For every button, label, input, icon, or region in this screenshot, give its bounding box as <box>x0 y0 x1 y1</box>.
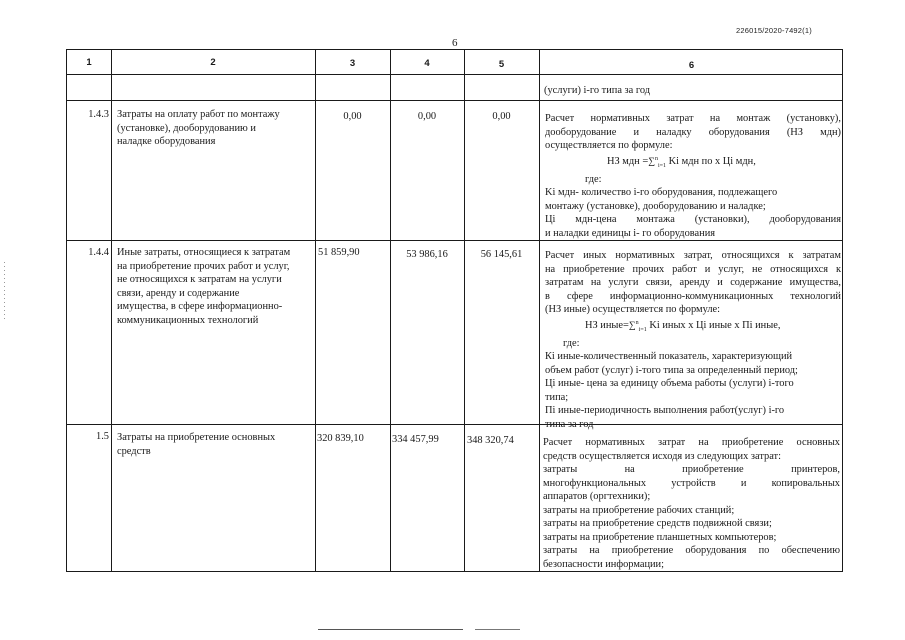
row-name-line: наладке оборудования <box>117 136 216 147</box>
scan-margin-marks <box>4 262 5 322</box>
description-line: средств осуществляется исходя из следующих затрат: <box>543 450 781 462</box>
description-line: Цi иные- цена за единицу объема работы (услуги) i-того <box>545 378 794 390</box>
row-number: 1.4.4 <box>88 247 109 258</box>
row-name-line: Затраты на приобретение основных <box>117 432 276 443</box>
formula <box>545 153 841 173</box>
description-line: затраты на приобретение планшетных компьютеров; <box>543 531 777 543</box>
row-name-line: на приобретение прочих работ и услуг, <box>117 260 290 272</box>
column-header-6: 6 <box>688 60 695 71</box>
page-number: 6 <box>452 37 458 49</box>
value-year2: 53 986,16 <box>406 249 448 260</box>
row-name-line: связи, аренду и содержание <box>117 287 240 299</box>
description-line: где: <box>585 173 602 185</box>
scan-bottom-line <box>318 629 463 630</box>
formula-right: Ki иных x Цi иные x Пi иные, <box>649 319 781 331</box>
column-header-1: 1 <box>86 57 92 68</box>
description-line: затратам на услуги связи, аренду и содержание имущества, <box>545 277 841 288</box>
cost-table <box>66 49 843 572</box>
description-line: Расчет нормативных затрат на монтаж (установку), <box>545 113 841 124</box>
value-year1: 320 839,10 <box>317 433 364 444</box>
row-name-line: коммуникационных технологий <box>117 314 259 326</box>
row-name-line: Затраты на оплату работ по монтажу <box>117 109 280 120</box>
row-description <box>545 112 841 240</box>
description-line: (НЗ иные) осуществляется по формуле: <box>545 304 721 315</box>
row-name <box>117 246 314 327</box>
description-line: монтажу (установке), дооборудованию и наладке; <box>545 200 766 212</box>
description-line: затраты на приобретение принтеров, <box>543 464 840 475</box>
continuation-text: (услуги) i-го типа за год <box>544 85 651 96</box>
description-line: и наладки единицы i- го оборудования <box>545 227 716 239</box>
row-name-line: Иные затраты, относящиеся к затратам <box>117 247 291 258</box>
formula <box>545 317 841 337</box>
description-line: затраты на приобретение оборудования по обеспечению <box>543 545 840 556</box>
row-name-line: (установке), дооборудованию и <box>117 122 256 134</box>
description-line: аппаратов (оргтехники); <box>543 491 651 502</box>
value-year2: 334 457,99 <box>392 434 439 445</box>
description-line: многофункциональных устройств и копировальных <box>543 477 840 489</box>
description-line: в сфере информационно-коммуникационных технологий <box>545 290 841 302</box>
formula-left: НЗ иные= <box>585 319 629 331</box>
description-line: безопасности информации; <box>543 558 665 570</box>
document-number: 226015/2020-7492(1) <box>736 26 812 35</box>
column-header-3: 3 <box>349 58 356 69</box>
value-year3: 0,00 <box>492 111 511 122</box>
row-number: 1.4.3 <box>88 109 109 120</box>
formula-right: Ki мдн по x Цi мдн, <box>668 155 756 167</box>
description-line: Ki мдн- количество i-го оборудования, подлежащего <box>545 187 778 199</box>
row-name-line: не относящихся к затратам на услуги <box>117 274 282 285</box>
row-name-line: имущества, в сфере информационно- <box>117 301 283 312</box>
description-line: Цi мдн-цена монтажа (установки), дооборудования <box>545 214 841 226</box>
description-line: Расчет нормативных затрат на приобретение основных <box>543 437 840 448</box>
value-year1: 0,00 <box>343 111 362 122</box>
description-line: на приобретение прочих работ и услуг, не относящихся к <box>545 263 841 275</box>
value-year2: 0,00 <box>417 111 437 122</box>
description-line: затраты на приобретение рабочих станций; <box>543 504 735 516</box>
description-line: Пi иные-периодичность выполнения работ(услуг) i-го <box>545 405 785 417</box>
description-line: осуществляется по формуле: <box>545 140 673 151</box>
sum-symbol-icon: ∑$^n_{i=1}$ <box>648 155 667 169</box>
row-description <box>545 249 841 431</box>
row-name-line: средств <box>117 445 151 457</box>
formula-left: НЗ мдн = <box>607 155 649 167</box>
row-name <box>117 108 313 149</box>
description-line: объем работ (услуг) i-того типа за определенный период; <box>545 364 798 376</box>
row-name <box>117 431 314 458</box>
description-line: типа; <box>545 391 569 403</box>
value-year3: 348 320,74 <box>467 435 514 446</box>
description-line: Расчет иных нормативных затрат, относящихся к затратам <box>545 250 841 261</box>
description-line: типа за год <box>545 418 594 430</box>
row-description <box>543 436 840 571</box>
description-line: Кi иные-количественный показатель, характеризующий <box>545 351 793 363</box>
column-header-4: 4 <box>424 58 430 69</box>
description-line: затраты на приобретение средств подвижной связи; <box>543 518 772 529</box>
description-line: дооборудование и наладку оборудования (НЗ мдн) <box>545 126 841 138</box>
value-year3: 56 145,61 <box>480 249 523 260</box>
scan-bottom-line <box>475 629 520 630</box>
value-year1: 51 859,90 <box>318 247 360 258</box>
row-number: 1.5 <box>96 431 109 442</box>
column-header-2: 2 <box>210 57 216 68</box>
column-header-5: 5 <box>498 59 505 70</box>
description-line: где: <box>563 337 580 349</box>
sum-symbol-icon: ∑$^n_{i=1}$ <box>628 319 647 333</box>
